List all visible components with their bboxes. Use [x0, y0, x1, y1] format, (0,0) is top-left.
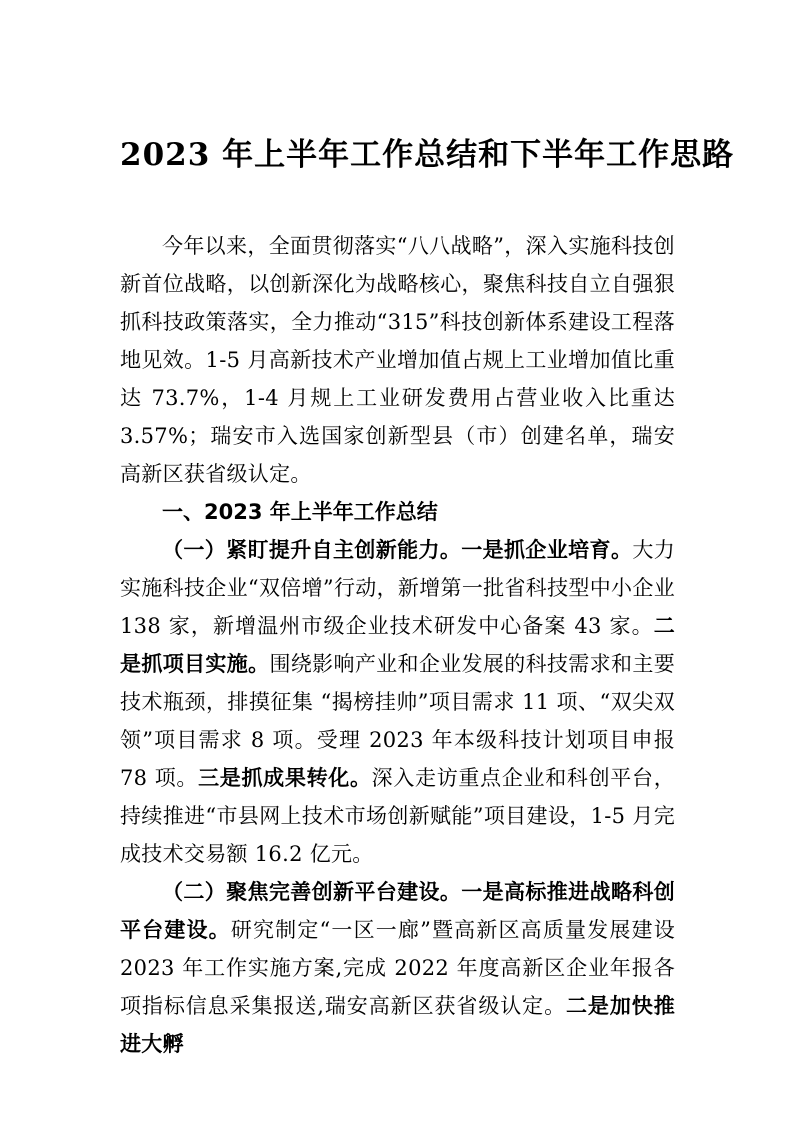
subsection-1-point-3-label: 三是抓成果转化。	[198, 765, 372, 790]
subsection-1-point-3-text: 深入走访重点企业和科创平台，持续推进“市县网上技术市场创新赋能”项目建设，1-5 月完成技术交易额 16.2 亿元。	[120, 766, 675, 866]
subsection-2-point-1-text: 研究制定“一区一廊”暨高新区高质量发展建设 2023 年工作实施方案,完成 2022 年度高新区企业年报各项指标信息采集报送,瑞安高新区获省级认定。	[120, 918, 675, 1018]
subsection-1-point-1-text: 大力实施科技企业“双倍增”行动，新增第一批省科技型中小企业 138 家，新增温州市级企业技术研发中心备案 43 家。	[120, 538, 676, 638]
subsection-2-point-2-label: 二是加快推进大孵	[120, 993, 675, 1056]
document-title: 2023 年上半年工作总结和下半年工作思路	[120, 137, 735, 173]
section-heading-first-half-summary	[120, 493, 675, 531]
subsection-1-point-2-label: 二是抓项目实施。	[120, 613, 675, 676]
paragraph-subsection-2	[120, 873, 675, 1063]
section-heading-text: 一、2023 年上半年工作总结	[162, 500, 438, 524]
document-body	[120, 227, 675, 1063]
paragraph-overview-text: 今年以来，全面贯彻落实“八八战略”，深入实施科技创新首位战略，以创新深化为战略核心，聚焦科技自立自强狠抓科技政策落实，全力推动“315”科技创新体系建设工程落地见效。1-5 月高新技术产业增加值占规上工业增加值比重达 73.7%，1-4 月规上工业研发费用占营业收入比重达 3.57%；瑞安市入选国家创新型县（市）创建名单，瑞安高新区获省级认定。	[120, 234, 675, 486]
subsection-1-point-1-label: 一是抓企业培育。	[461, 537, 633, 562]
subsection-1-lead: （一）紧盯提升自主创新能力。	[162, 537, 462, 562]
subsection-2-lead: （二）聚焦完善创新平台建设。	[162, 879, 462, 904]
paragraph-subsection-1	[120, 531, 675, 873]
subsection-1-point-2-text: 围绕影响产业和企业发展的科技需求和主要技术瓶颈，排摸征集 “揭榜挂帅”项目需求 11 项、“双尖双领”项目需求 8 项。受理 2023 年本级科技计划项目申报 78 项。	[120, 652, 675, 790]
subsection-2-point-1-label: 一是高标推进战略科创平台建设。	[120, 879, 675, 942]
paragraph-overview	[120, 227, 675, 493]
